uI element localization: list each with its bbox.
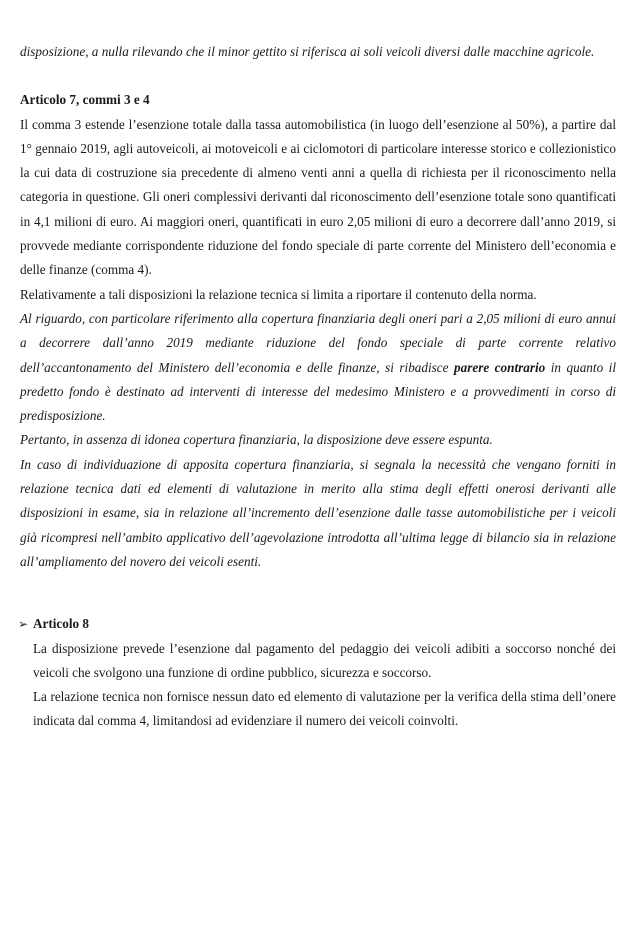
art8-paragraph-1: La disposizione prevede l’esenzione dal pagamento del pedaggio dei veicoli adibiti a soccorso nonché dei veicoli che svolgono una funzione di ordine pubblico, sicurezza e soccorso. (33, 640, 616, 680)
heading-articolo-7: Articolo 7, commi 3 e 4 (20, 92, 150, 108)
section-spacer (20, 574, 616, 598)
art7-paragraph-2: Relativamente a tali disposizioni la relazione tecnica si limita a riportare il contenuto della norma. (20, 286, 537, 302)
continuation-paragraph: disposizione, a nulla rilevando che il minor gettito si riferisca ai soli veicoli diversi dalle macchine agricole. (20, 44, 595, 59)
art7-paragraph-4: Pertanto, in assenza di idonea copertura finanziaria, la disposizione deve essere espunta. (20, 432, 493, 448)
art7-p3-before: Al riguardo, con particolare riferimento alla copertura finanziaria degli oneri pari a 2,05 milioni di euro annui a decorrere dall’anno 2019 mediante riduzione del fondo speciale di parte corrente relativo dell’accantonamento del Ministero dell’economia e delle finanze, si ribadisce (20, 310, 616, 375)
art7-paragraph-3 (20, 307, 616, 428)
art8-paragraph-2: La relazione tecnica non fornisce nessun dato ed elemento di valutazione per la verifica della stima dell’onere indicata dal comma 4, limitandosi ad evidenziare il numero dei veicoli coinvolti. (33, 689, 616, 729)
art7-paragraph-5: In caso di individuazione di apposita copertura finanziaria, si segnala la necessità che vengano forniti in relazione tecnica dati ed elementi di valutazione in merito alla stima degli effetti onerosi derivanti alle disposizioni in esame, sia in relazione all’incremento dell’esenzione dalle tasse automobilistiche per i veicoli già ricompresi nell’ambito applicativo dell’agevolazione introdotta all’ultima legge di bilancio sia in relazione all’ampliamento del novero dei veicoli esenti. (20, 456, 616, 569)
arrow-bullet-icon: ➢ (18, 617, 29, 632)
heading-articolo-8 (20, 612, 616, 636)
art7-paragraph-1: Il comma 3 estende l’esenzione totale dalla tassa automobilistica (in luogo dell’esenzione al 50%), a partire dal 1° gennaio 2019, agli autoveicoli, ai motoveicoli e ai ciclomotori di particolare interesse storico e collezionistico la cui data di costruzione sia precedente di almeno venti anni a quella di richiesta per il riconoscimento nella categoria in questione. Gli oneri complessivi derivanti dal riconoscimento dell’esenzione totale sono quantificati in 4,1 milioni di euro. Ai maggiori oneri, quantificati in euro 2,05 milioni di euro a decorrere dall’anno 2019, si provvede mediante corrispondente riduzione del fondo speciale di parte corrente del Ministero dell’economia e delle finanze (comma 4). (20, 116, 616, 278)
art7-p3-after: in quanto il predetto fondo è destinato ad interventi di interesse del medesimo Ministero e a provvedimenti in corso di predisposizione. (20, 359, 617, 424)
heading-articolo-8-label: Articolo 8 (33, 616, 90, 632)
document-page (20, 40, 616, 734)
parere-contrario-emphasis: parere contrario (454, 359, 546, 375)
